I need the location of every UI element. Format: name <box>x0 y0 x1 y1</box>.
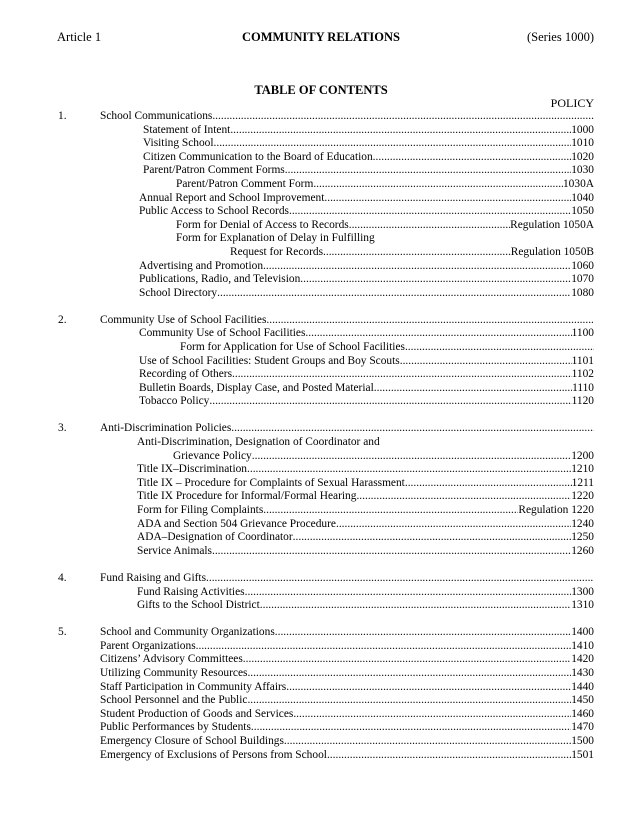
entry-title: Annual Report and School Improvement <box>139 191 325 204</box>
entry-title: Grievance Policy <box>173 449 252 462</box>
dot-leader <box>300 273 571 287</box>
policy-number: 1440 <box>571 680 594 693</box>
toc-row <box>0 545 642 559</box>
dot-leader <box>349 219 510 233</box>
toc-row <box>0 599 642 613</box>
toc-row <box>0 192 642 206</box>
toc-entry <box>137 586 594 600</box>
toc-entry <box>137 599 594 613</box>
toc-row <box>0 694 642 708</box>
toc-entry <box>100 735 594 749</box>
entry-title: Community Use of School Facilities <box>139 327 306 340</box>
toc-entry <box>139 395 594 409</box>
policy-number: 1410 <box>571 639 594 652</box>
dot-leader <box>212 545 571 559</box>
toc-row <box>0 518 642 532</box>
entry-title: Visiting School <box>143 137 214 150</box>
policy-number: 1400 <box>571 626 594 639</box>
toc-row <box>0 436 642 450</box>
toc-entry <box>143 151 594 165</box>
toc-row <box>0 164 642 178</box>
toc-entry <box>100 694 594 708</box>
entry-title: Title IX – Procedure for Complaints of Sexual Harassment <box>137 476 405 489</box>
toc-row <box>0 721 642 735</box>
policy-number: 1430 <box>571 666 594 679</box>
entry-title: Request for Records <box>230 245 323 258</box>
toc-entry <box>139 192 594 206</box>
policy-number: 1030A <box>562 177 594 190</box>
entry-title: Recording of Others <box>139 368 232 381</box>
policy-number: 1100 <box>571 327 594 340</box>
policy-number: 1000 <box>571 123 594 136</box>
toc-row <box>0 327 642 341</box>
toc-row <box>0 653 642 667</box>
policy-number: 1030 <box>571 164 594 177</box>
toc-row <box>0 395 642 409</box>
dot-leader <box>212 110 594 124</box>
toc-entry <box>176 232 594 246</box>
policy-number: 1420 <box>571 653 594 666</box>
dot-leader <box>251 721 571 735</box>
policy-number: 1501 <box>571 748 594 761</box>
toc-row <box>0 735 642 749</box>
entry-title: Title IX Procedure for Informal/Formal Hearing <box>137 490 357 503</box>
toc-section <box>0 422 642 558</box>
policy-number: 1110 <box>572 381 594 394</box>
policy-number: 1210 <box>571 463 594 476</box>
toc-entry <box>137 436 594 450</box>
toc-entry <box>139 382 594 396</box>
entry-title: Student Production of Goods and Services <box>100 707 294 720</box>
toc-row <box>0 667 642 681</box>
entry-title: Parent/Patron Comment Form <box>176 177 314 190</box>
toc-row <box>0 260 642 274</box>
toc-entry <box>173 450 594 464</box>
policy-number: 1240 <box>571 517 594 530</box>
toc-entry <box>139 273 594 287</box>
entry-title: Bulletin Boards, Display Case, and Posted Material <box>139 381 374 394</box>
toc-entry <box>100 640 594 654</box>
policy-number: Regulation 1220 <box>518 504 594 517</box>
toc-section <box>0 314 642 409</box>
toc-row <box>0 178 642 192</box>
entry-title: Citizen Communication to the Board of Education <box>143 150 373 163</box>
toc-entry <box>137 531 594 545</box>
dot-leader <box>247 463 571 477</box>
toc-entry <box>100 667 594 681</box>
dot-leader <box>260 599 571 613</box>
dot-leader <box>266 314 594 328</box>
toc-row <box>0 368 642 382</box>
policy-number: 1470 <box>571 721 594 734</box>
entry-title: Community Use of School Facilities <box>100 313 267 326</box>
policy-number: 1040 <box>571 191 594 204</box>
toc-row <box>0 531 642 545</box>
entry-title: School Personnel and the Public <box>100 694 248 707</box>
dot-leader <box>313 178 563 192</box>
policy-number: 1211 <box>571 476 594 489</box>
entry-title: Emergency of Exclusions of Persons from School <box>100 748 327 761</box>
toc-entry <box>143 137 594 151</box>
entry-title: School Directory <box>139 286 218 299</box>
entry-title: Citizens’ Advisory Committees <box>100 653 243 666</box>
policy-number: 1200 <box>571 449 594 462</box>
entry-title: Public Performances by Students <box>100 721 251 734</box>
policy-number: 1020 <box>571 150 594 163</box>
toc-row <box>0 504 642 518</box>
entry-title: Form for Explanation of Delay in Fulfilling <box>176 232 375 245</box>
dot-leader <box>231 422 594 436</box>
toc-entry <box>139 355 594 369</box>
dot-leader <box>214 137 572 151</box>
toc-entry <box>100 422 594 436</box>
dot-leader <box>243 653 571 667</box>
dot-leader <box>209 395 571 409</box>
toc-entry <box>137 490 594 504</box>
policy-number: 1102 <box>571 368 594 381</box>
dot-leader <box>305 327 571 341</box>
entry-title: Title IX–Discrimination <box>137 463 248 476</box>
policy-column-label: POLICY <box>550 96 594 110</box>
toc-row <box>0 110 642 124</box>
policy-number: Regulation 1050B <box>510 245 594 258</box>
dot-leader <box>405 477 572 491</box>
dot-leader <box>373 151 572 165</box>
toc-row <box>0 124 642 138</box>
toc-entry <box>139 368 594 382</box>
dot-leader <box>293 531 572 545</box>
dot-leader <box>230 124 571 138</box>
toc-row <box>0 382 642 396</box>
toc-entry <box>137 463 594 477</box>
toc-entry <box>139 205 594 219</box>
toc-row <box>0 246 642 260</box>
entry-title: Fund Raising and Gifts <box>100 571 206 584</box>
policy-number: 1010 <box>571 137 594 150</box>
toc-entry <box>143 124 594 138</box>
toc-entry <box>100 749 594 763</box>
entry-title: Service Animals <box>137 544 212 557</box>
policy-number: 1050 <box>571 205 594 218</box>
dot-leader <box>327 749 571 763</box>
entry-title: School Communications <box>100 110 213 122</box>
entry-title: Gifts to the School District <box>137 599 260 612</box>
dot-leader <box>263 504 518 518</box>
toc-row <box>0 572 642 586</box>
dot-leader <box>247 694 571 708</box>
toc-entry <box>100 314 594 328</box>
policy-number: 1500 <box>571 734 594 747</box>
entry-title: Anti-Discrimination Policies <box>100 422 232 435</box>
toc-row <box>0 640 642 654</box>
toc-row <box>0 273 642 287</box>
entry-title: Emergency Closure of School Buildings <box>100 734 284 747</box>
toc-row <box>0 490 642 504</box>
policy-number: 1060 <box>571 259 594 272</box>
toc-row <box>0 626 642 640</box>
dot-leader <box>289 205 571 219</box>
toc-section <box>0 626 642 762</box>
toc-row <box>0 137 642 151</box>
toc-entry <box>180 341 594 355</box>
dot-leader <box>284 735 571 749</box>
dot-leader <box>336 518 571 532</box>
policy-number: 1080 <box>571 286 594 299</box>
policy-number: 1260 <box>571 544 594 557</box>
entry-title: Form for Application for Use of School Facilities <box>180 341 405 353</box>
dot-leader <box>245 586 572 600</box>
policy-number: 1300 <box>571 585 594 598</box>
section-number: 4. <box>58 571 67 584</box>
entry-title: Use of School Facilities: Student Groups and Boy Scouts <box>139 354 400 367</box>
policy-number: 1101 <box>571 354 594 367</box>
dot-leader <box>405 341 594 355</box>
toc-entry <box>100 653 594 667</box>
toc-entry <box>137 504 594 518</box>
entry-title: Anti-Discrimination, Designation of Coordinator and <box>137 436 380 449</box>
entry-title: Public Access to School Records <box>139 205 289 218</box>
toc-row <box>0 749 642 763</box>
toc-row <box>0 314 642 328</box>
toc-entry <box>176 219 594 233</box>
policy-number: 1220 <box>571 490 594 503</box>
entry-title: Parent/Patron Comment Forms <box>143 164 285 177</box>
toc-section <box>0 572 642 613</box>
entry-title: Publications, Radio, and Television <box>139 273 301 286</box>
toc-row <box>0 232 642 246</box>
dot-leader <box>196 640 572 654</box>
policy-number: 1460 <box>571 707 594 720</box>
toc-entry <box>100 572 594 586</box>
toc-row <box>0 681 642 695</box>
article-label: Article 1 <box>57 30 102 44</box>
toc-row <box>0 477 642 491</box>
dot-leader <box>324 192 571 206</box>
toc-entry <box>100 708 594 722</box>
toc-sections <box>0 110 642 776</box>
policy-number: 1120 <box>571 395 594 408</box>
entry-title: Statement of Intent <box>143 123 231 136</box>
toc-entry <box>100 681 594 695</box>
toc-entry <box>137 477 594 491</box>
dot-leader <box>252 450 571 464</box>
dot-leader <box>206 572 594 586</box>
policy-number: Regulation 1050A <box>510 218 594 231</box>
dot-leader <box>323 246 511 260</box>
entry-title: Advertising and Promotion <box>139 259 264 272</box>
toc-entry <box>143 164 594 178</box>
toc-row <box>0 219 642 233</box>
dot-leader <box>247 667 571 681</box>
dot-leader <box>400 355 572 369</box>
entry-title: ADA and Section 504 Grievance Procedure <box>137 517 336 530</box>
toc-row <box>0 287 642 301</box>
section-number: 2. <box>58 313 67 326</box>
toc-entry <box>230 246 594 260</box>
toc-row <box>0 205 642 219</box>
toc-entry <box>100 626 594 640</box>
entry-title: ADA–Designation of Coordinator <box>137 531 293 544</box>
toc-entry <box>176 178 594 192</box>
dot-leader <box>293 708 571 722</box>
entry-title: Form for Denial of Access to Records <box>176 218 349 231</box>
toc-entry <box>139 287 594 301</box>
toc-title: TABLE OF CONTENTS <box>254 83 388 97</box>
entry-title: Form for Filing Complaints <box>137 504 264 517</box>
section-number: 5. <box>58 626 67 639</box>
toc-row <box>0 151 642 165</box>
policy-number: 1310 <box>571 599 594 612</box>
toc-section <box>0 110 642 300</box>
section-number: 1. <box>58 110 67 122</box>
policy-number: 1250 <box>571 531 594 544</box>
dot-leader <box>374 382 572 396</box>
toc-row <box>0 463 642 477</box>
dot-leader <box>217 287 571 301</box>
entry-title: Utilizing Community Resources <box>100 666 248 679</box>
dot-leader <box>275 626 571 640</box>
series-label: (Series 1000) <box>527 30 594 44</box>
toc-row <box>0 450 642 464</box>
toc-row <box>0 708 642 722</box>
dot-leader <box>286 681 571 695</box>
entry-title: Fund Raising Activities <box>137 585 245 598</box>
toc-entry <box>139 260 594 274</box>
entry-title: Staff Participation in Community Affairs <box>100 680 287 693</box>
entry-title: School and Community Organizations <box>100 626 275 639</box>
dot-leader <box>263 260 571 274</box>
toc-entry <box>137 518 594 532</box>
toc-row <box>0 341 642 355</box>
dot-leader <box>356 490 571 504</box>
dot-leader <box>285 164 571 178</box>
toc-entry <box>100 721 594 735</box>
entry-title: Parent Organizations <box>100 639 196 652</box>
toc-row <box>0 586 642 600</box>
policy-number: 1070 <box>571 273 594 286</box>
toc-row <box>0 422 642 436</box>
toc-row <box>0 355 642 369</box>
entry-title: Tobacco Policy <box>139 395 210 408</box>
dot-leader <box>232 368 572 382</box>
toc-entry <box>100 110 594 124</box>
section-number: 3. <box>58 422 67 435</box>
policy-number: 1450 <box>571 694 594 707</box>
toc-entry <box>139 327 594 341</box>
document-title: COMMUNITY RELATIONS <box>242 30 400 44</box>
toc-entry <box>137 545 594 559</box>
